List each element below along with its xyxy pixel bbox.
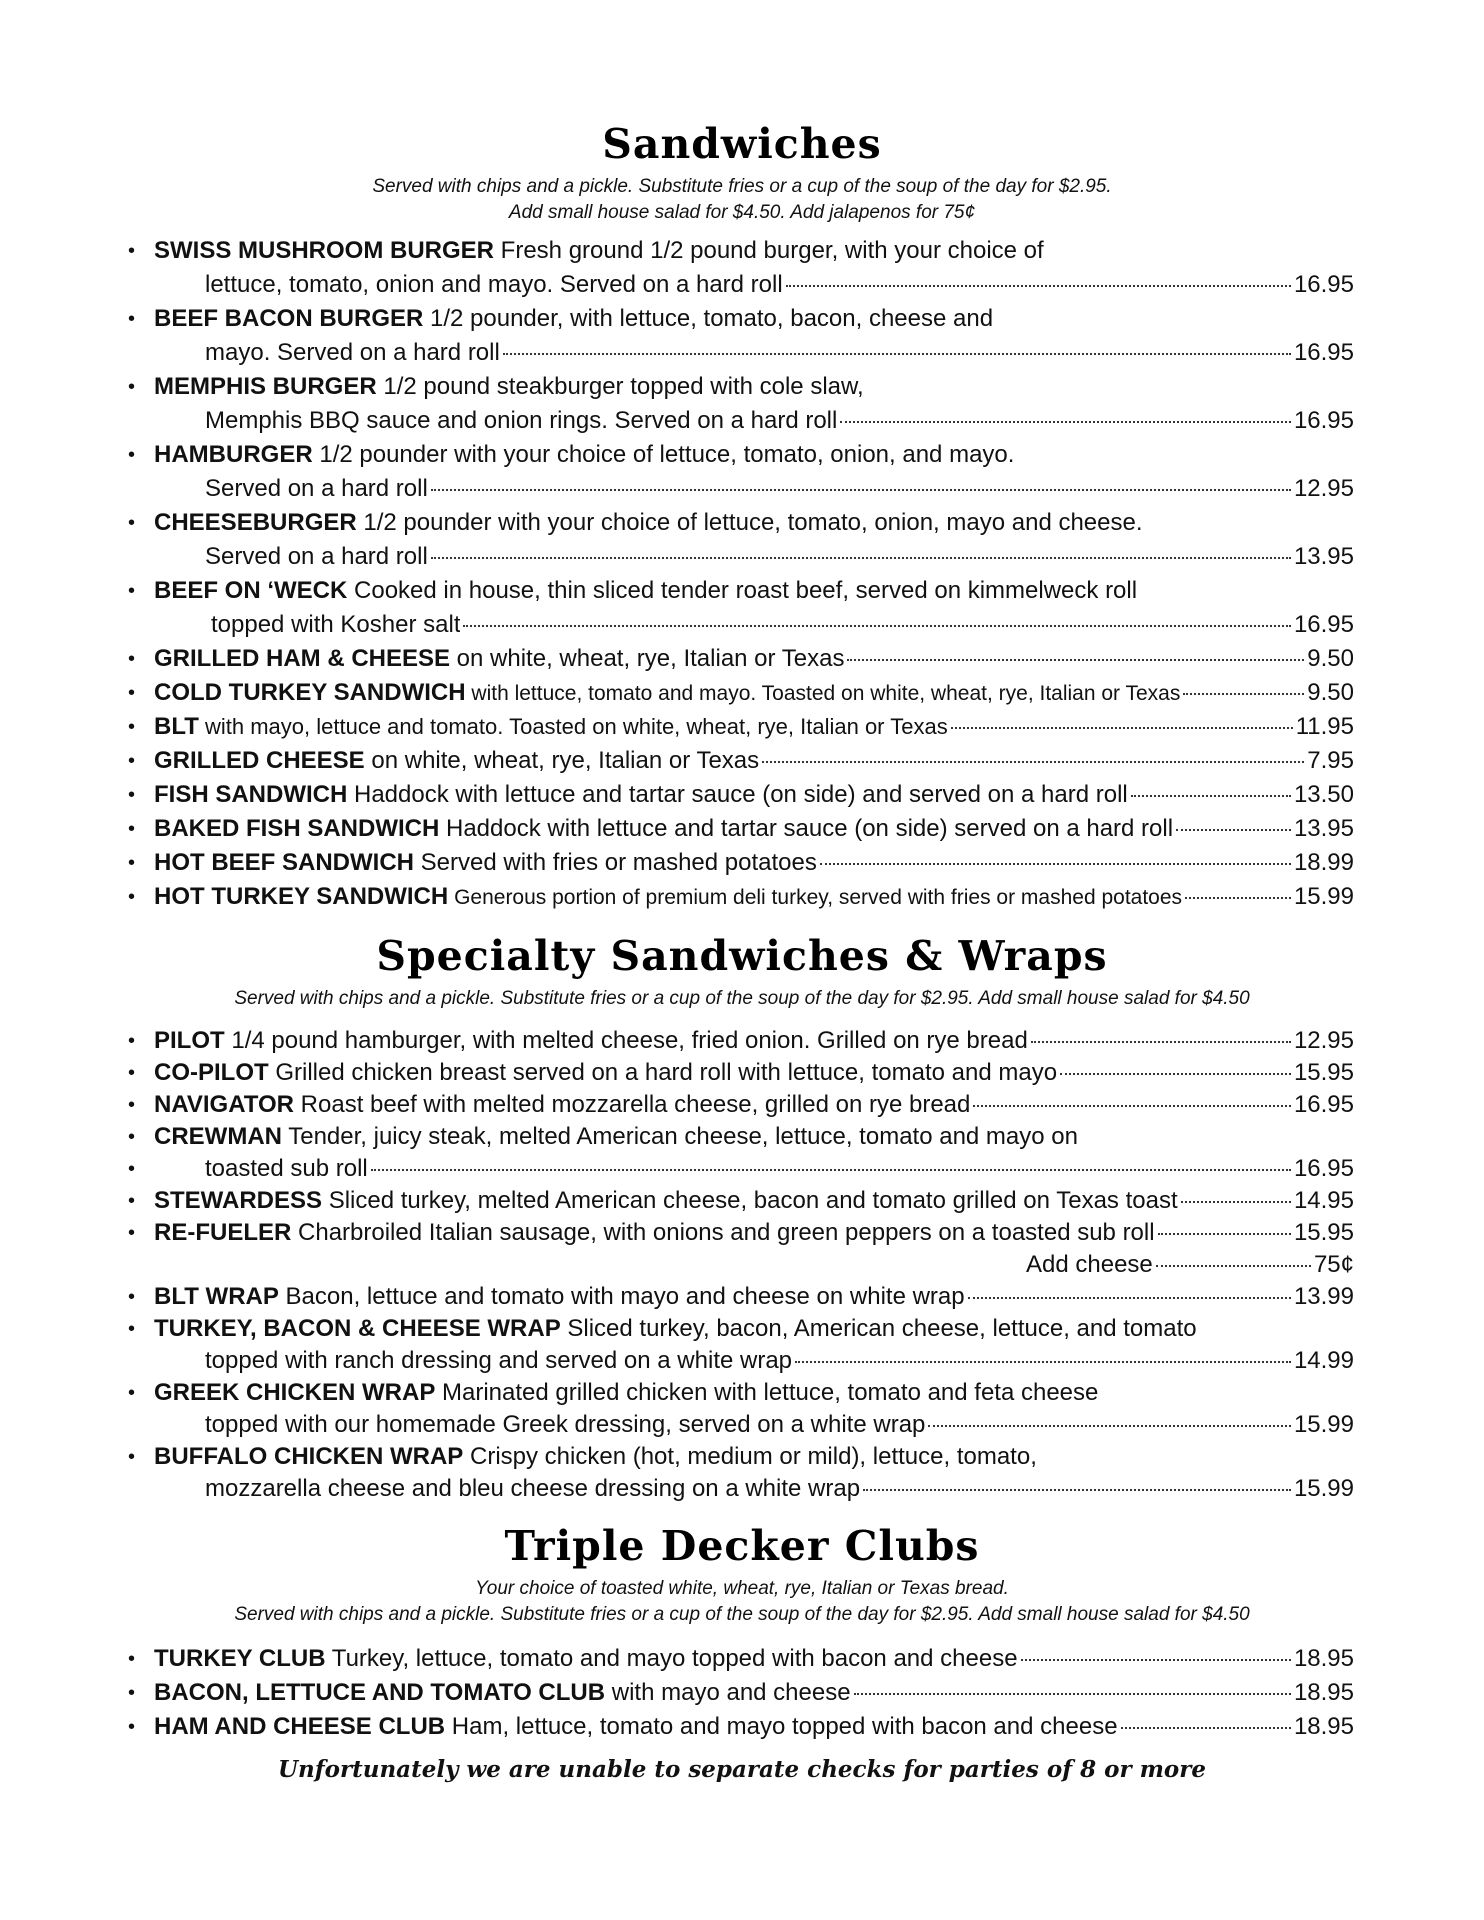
bullet: • (128, 1030, 136, 1052)
dot-leader (1185, 897, 1291, 899)
item-name: HOT BEEF SANDWICH (154, 849, 414, 876)
menu-item-beef-bacon-burger-line-2 (128, 338, 1354, 368)
dot-leader (1031, 1041, 1291, 1043)
item-price: 13.95 (1293, 815, 1354, 842)
menu-item-navigator (128, 1090, 1354, 1120)
menu-item-buffalo-chicken-wrap-line-2 (128, 1474, 1354, 1504)
item-name: HAM AND CHEESE CLUB (154, 1713, 446, 1740)
menu-item-turkey-bacon-cheese-wrap (128, 1314, 1354, 1344)
dot-leader (1060, 1073, 1291, 1075)
item-price: 13.95 (1293, 543, 1354, 570)
item-name: BEEF BACON BURGER (154, 305, 424, 332)
item-name: MEMPHIS BURGER (154, 373, 377, 400)
bullet: • (128, 240, 136, 262)
item-description: topped with our homemade Greek dressing, served on a white wrap (205, 1411, 926, 1438)
menu-item-buffalo-chicken-wrap (128, 1442, 1354, 1472)
item-name: GRILLED HAM & CHEESE (154, 645, 451, 672)
menu-item-hamburger (128, 440, 1354, 470)
bullet: • (128, 1716, 136, 1738)
item-name: BEEF ON ‘WECK (154, 577, 348, 604)
item-name: HAMBURGER (154, 441, 313, 468)
dot-leader (762, 761, 1304, 763)
item-description: Memphis BBQ sauce and onion rings. Served on a hard roll (205, 407, 838, 434)
item-description: on white, wheat, rye, Italian or Texas (450, 645, 845, 672)
item-description: with mayo, lettuce and tomato. Toasted on white, wheat, rye, Italian or Texas (198, 714, 948, 739)
item-price: 9.50 (1307, 645, 1354, 672)
item-name: CO-PILOT (154, 1059, 269, 1086)
specialty-note-1: Served with chips and a pickle. Substitute fries or a cup of the soup of the day for $2.95. Add small house salad for $4.50 (234, 988, 1250, 1009)
bullet: • (128, 1190, 136, 1212)
menu-item-co-pilot (128, 1058, 1354, 1088)
item-name: STEWARDESS (154, 1187, 323, 1214)
dot-leader (847, 659, 1304, 661)
menu-item-fish-sandwich (128, 780, 1354, 810)
dot-leader (820, 863, 1291, 865)
item-price: 9.50 (1307, 679, 1354, 706)
menu-item-crewman (128, 1122, 1354, 1152)
menu-item-ham-cheese-club (128, 1712, 1354, 1742)
item-description: 1/2 pounder with your choice of lettuce, tomato, onion, mayo and cheese. (356, 509, 1143, 536)
menu-item-greek-chicken-wrap-line-2 (128, 1410, 1354, 1440)
item-description: lettuce, tomato, onion and mayo. Served on a hard roll (205, 271, 783, 298)
bullet: • (128, 1682, 136, 1704)
bullet: • (128, 886, 136, 908)
item-name: PILOT (154, 1027, 225, 1054)
sandwiches-note-2: Add small house salad for $4.50. Add jalapenos for 75¢ (508, 202, 976, 223)
item-description: mayo. Served on a hard roll (205, 339, 500, 366)
dot-leader (928, 1425, 1291, 1427)
item-description: topped with ranch dressing and served on a white wrap (205, 1347, 793, 1374)
item-description: Charbroiled Italian sausage, with onions and green peppers on a toasted sub roll (291, 1219, 1155, 1246)
menu-item-hot-beef-sandwich (128, 848, 1354, 878)
menu-item-crewman-line-2 (128, 1154, 1354, 1184)
item-description: Tender, juicy steak, melted American cheese, lettuce, tomato and mayo on (281, 1123, 1078, 1150)
item-price: 7.95 (1307, 747, 1354, 774)
dot-leader (951, 727, 1293, 729)
dot-leader (431, 489, 1291, 491)
menu-item-cold-turkey-sandwich (128, 678, 1354, 708)
item-description: Served on a hard roll (205, 543, 428, 570)
item-price: 16.95 (1293, 611, 1354, 638)
bullet: • (128, 444, 136, 466)
addon-label: Add cheese (1026, 1251, 1153, 1278)
clubs-note-2: Served with chips and a pickle. Substitute fries or a cup of the soup of the day for $2.95. Add small house salad for $4.50 (234, 1604, 1250, 1625)
item-price: 15.95 (1293, 1059, 1354, 1086)
bullet: • (128, 1446, 136, 1468)
dot-leader (1131, 795, 1291, 797)
menu-item-memphis-burger-line-2 (128, 406, 1354, 436)
item-name: GRILLED CHEESE (154, 747, 365, 774)
item-name: TURKEY CLUB (154, 1645, 326, 1672)
item-description: Sliced turkey, melted American cheese, bacon and tomato grilled on Texas toast (322, 1187, 1178, 1214)
item-description: 1/4 pound hamburger, with melted cheese, fried onion. Grilled on rye bread (224, 1027, 1028, 1054)
bullet: • (128, 818, 136, 840)
item-name: BLT (154, 713, 199, 740)
footer-note: Unfortunately we are unable to separate checks for parties of 8 or more (277, 1756, 1207, 1783)
bullet: • (128, 376, 136, 398)
item-price: 16.95 (1293, 339, 1354, 366)
item-name: SWISS MUSHROOM BURGER (154, 237, 495, 264)
menu-item-greek-chicken-wrap (128, 1378, 1354, 1408)
item-description: with lettuce, tomato and mayo. Toasted on white, wheat, rye, Italian or Texas (465, 682, 1181, 705)
bullet: • (128, 1648, 136, 1670)
item-price: 13.50 (1293, 781, 1354, 808)
menu-item-baked-fish-sandwich (128, 814, 1354, 844)
item-description: Generous portion of premium deli turkey, served with fries or mashed potatoes (448, 886, 1183, 909)
sandwiches-note-1: Served with chips and a pickle. Substitute fries or a cup of the soup of the day for $2.95. (372, 176, 1112, 197)
dot-leader (503, 353, 1291, 355)
menu-item-cheeseburger-line-2 (128, 542, 1354, 572)
item-price: 18.99 (1293, 849, 1354, 876)
item-description: Turkey, lettuce, tomato and mayo topped with bacon and cheese (325, 1645, 1018, 1672)
bullet: • (128, 1222, 136, 1244)
item-name: HOT TURKEY SANDWICH (154, 883, 449, 910)
bullet: • (128, 512, 136, 534)
menu-item-turkey-bacon-cheese-wrap-line-2 (128, 1346, 1354, 1376)
item-name: FISH SANDWICH (154, 781, 348, 808)
bullet: • (128, 1286, 136, 1308)
section-title-sandwiches: Sandwiches (602, 120, 882, 168)
bullet: • (128, 682, 136, 704)
item-price: 13.99 (1293, 1283, 1354, 1310)
menu-item-blt (128, 712, 1354, 742)
menu-item-re-fueler (128, 1218, 1354, 1248)
menu-item-blt-club (128, 1678, 1354, 1708)
item-name: GREEK CHICKEN WRAP (154, 1379, 436, 1406)
item-description: Crispy chicken (hot, medium or mild), lettuce, tomato, (463, 1443, 1037, 1470)
item-description: with mayo and cheese (605, 1679, 851, 1706)
menu-item-grilled-cheese (128, 746, 1354, 776)
item-name: NAVIGATOR (154, 1091, 295, 1118)
dot-leader (371, 1169, 1291, 1171)
item-price: 16.95 (1293, 1155, 1354, 1182)
menu-item-cheeseburger (128, 508, 1354, 538)
dot-leader (854, 1693, 1291, 1695)
item-description: Served on a hard roll (205, 475, 428, 502)
bullet: • (128, 580, 136, 602)
item-description: Roast beef with melted mozzarella cheese, grilled on rye bread (294, 1091, 971, 1118)
item-price: 16.95 (1293, 1091, 1354, 1118)
dot-leader (795, 1361, 1291, 1363)
item-price: 18.95 (1293, 1645, 1354, 1672)
item-name: BUFFALO CHICKEN WRAP (154, 1443, 464, 1470)
bullet: • (128, 1126, 136, 1148)
item-price: 12.95 (1293, 1027, 1354, 1054)
item-name: BACON, LETTUCE AND TOMATO CLUB (154, 1679, 606, 1706)
dot-leader (1158, 1233, 1291, 1235)
item-description: topped with Kosher salt (211, 611, 461, 638)
dot-leader (1121, 1727, 1291, 1729)
bullet: • (128, 1094, 136, 1116)
menu-item-beef-bacon-burger (128, 304, 1354, 334)
item-description: 1/2 pounder with your choice of lettuce, tomato, onion, and mayo. (312, 441, 1015, 468)
item-name: CHEESEBURGER (154, 509, 357, 536)
clubs-note-1: Your choice of toasted white, wheat, rye, Italian or Texas bread. (475, 1578, 1009, 1599)
item-price: 16.95 (1293, 407, 1354, 434)
item-price: 18.95 (1293, 1713, 1354, 1740)
dot-leader (1181, 1201, 1291, 1203)
item-description: Ham, lettuce, tomato and mayo topped with bacon and cheese (445, 1713, 1118, 1740)
item-description: 1/2 pounder, with lettuce, tomato, bacon, cheese and (423, 305, 994, 332)
dot-leader (1021, 1659, 1291, 1661)
item-price: 15.99 (1293, 883, 1354, 910)
menu-item-turkey-club (128, 1644, 1354, 1674)
section-title-specialty: Specialty Sandwiches & Wraps (376, 932, 1108, 980)
item-price: 14.99 (1293, 1347, 1354, 1374)
item-name: CREWMAN (154, 1123, 282, 1150)
item-name: COLD TURKEY SANDWICH (154, 679, 466, 706)
item-price: 11.95 (1295, 713, 1354, 740)
item-description: Served with fries or mashed potatoes (414, 849, 817, 876)
item-name: BLT WRAP (154, 1283, 279, 1310)
menu-item-memphis-burger (128, 372, 1354, 402)
menu-item-beef-on-weck (128, 576, 1354, 606)
item-description: Sliced turkey, bacon, American cheese, lettuce, and tomato (560, 1315, 1197, 1342)
bullet: • (128, 648, 136, 670)
addon-price: 75¢ (1313, 1251, 1354, 1278)
dot-leader (1176, 829, 1291, 831)
item-price: 14.95 (1293, 1187, 1354, 1214)
menu-item-swiss-mushroom-burger-line-2 (128, 270, 1354, 300)
item-description: mozzarella cheese and bleu cheese dressing on a white wrap (205, 1475, 861, 1502)
item-description: 1/2 pound steakburger topped with cole slaw, (376, 373, 864, 400)
item-description: Fresh ground 1/2 pound burger, with your choice of (494, 237, 1044, 264)
item-price: 12.95 (1293, 475, 1354, 502)
item-description: Bacon, lettuce and tomato with mayo and cheese on white wrap (278, 1283, 965, 1310)
dot-leader (973, 1105, 1291, 1107)
dot-leader (1183, 693, 1304, 695)
item-name: TURKEY, BACON & CHEESE WRAP (154, 1315, 561, 1342)
item-description: on white, wheat, rye, Italian or Texas (364, 747, 760, 774)
bullet: • (128, 852, 136, 874)
bullet: • (128, 784, 136, 806)
dot-leader (968, 1297, 1291, 1299)
bullet: • (128, 716, 136, 738)
menu-item-stewardess (128, 1186, 1354, 1216)
menu-item-re-fueler-addon (128, 1250, 1354, 1280)
item-description: Cooked in house, thin sliced tender roast beef, served on kimmelweck roll (347, 577, 1138, 604)
item-name: RE-FUELER (154, 1219, 292, 1246)
item-description: Haddock with lettuce and tartar sauce (on side) served on a hard roll (439, 815, 1174, 842)
bullet: • (128, 750, 136, 772)
menu-item-hamburger-line-2 (128, 474, 1354, 504)
menu-item-swiss-mushroom-burger (128, 236, 1354, 266)
item-price: 16.95 (1293, 271, 1354, 298)
dot-leader (840, 421, 1291, 423)
item-price: 15.99 (1293, 1475, 1354, 1502)
bullet: • (128, 1318, 136, 1340)
item-description: Haddock with lettuce and tartar sauce (on side) and served on a hard roll (347, 781, 1128, 808)
item-description: Grilled chicken breast served on a hard roll with lettuce, tomato and mayo (268, 1059, 1058, 1086)
menu-item-blt-wrap (128, 1282, 1354, 1312)
item-price: 15.99 (1293, 1411, 1354, 1438)
bullet: • (128, 1382, 136, 1404)
menu-item-pilot (128, 1026, 1354, 1056)
item-description: Marinated grilled chicken with lettuce, tomato and feta cheese (435, 1379, 1099, 1406)
menu-item-beef-on-weck-line-2 (128, 610, 1354, 640)
bullet: • (128, 1062, 136, 1084)
bullet: • (128, 1158, 136, 1180)
dot-leader (1156, 1265, 1311, 1267)
item-description: toasted sub roll (205, 1155, 368, 1182)
menu-item-hot-turkey-sandwich (128, 882, 1354, 912)
dot-leader (431, 557, 1291, 559)
item-price: 15.95 (1293, 1219, 1354, 1246)
dot-leader (863, 1489, 1291, 1491)
menu-item-grilled-ham-cheese (128, 644, 1354, 674)
item-name: BAKED FISH SANDWICH (154, 815, 440, 842)
section-title-clubs: Triple Decker Clubs (504, 1522, 980, 1570)
dot-leader (786, 285, 1291, 287)
bullet: • (128, 308, 136, 330)
dot-leader (463, 625, 1290, 627)
item-price: 18.95 (1293, 1679, 1354, 1706)
